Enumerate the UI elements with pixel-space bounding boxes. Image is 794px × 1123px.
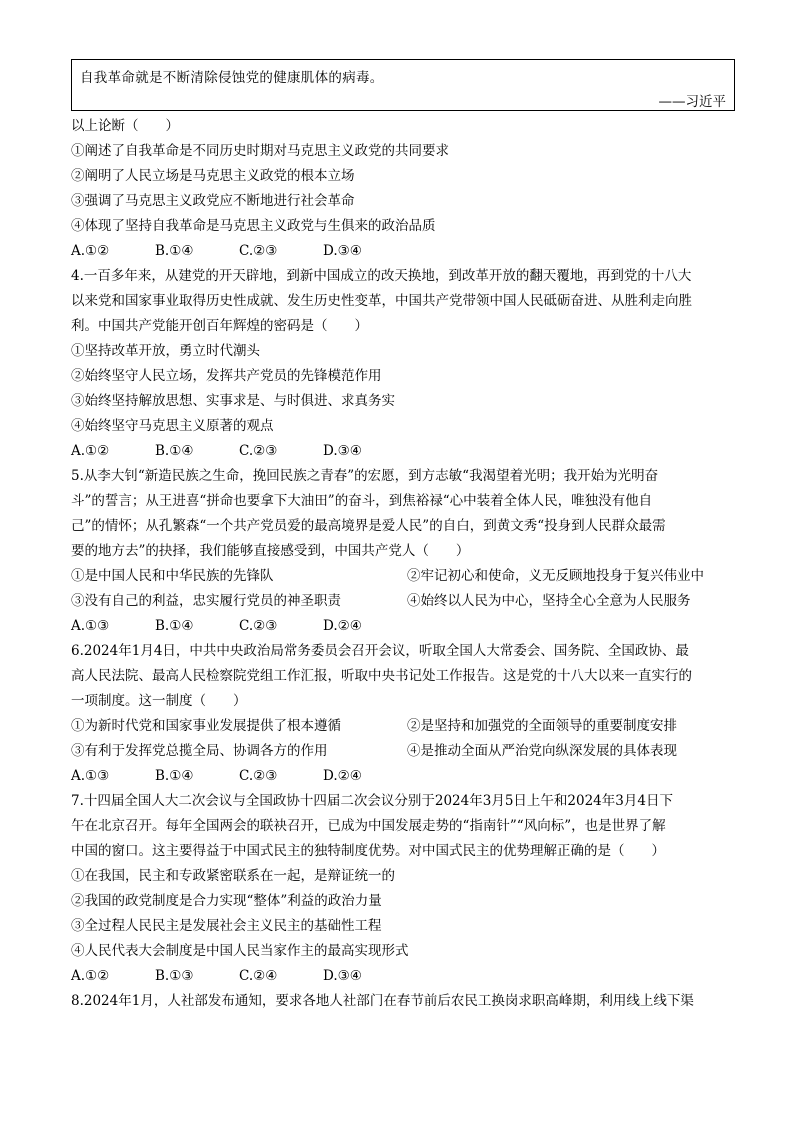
option: ④人民代表大会制度是中国人民当家作主的最高实现形式 bbox=[71, 943, 409, 959]
choice-c: C.②③ bbox=[239, 243, 278, 259]
answer-choices bbox=[71, 239, 743, 264]
option: ④体现了坚持自我革命是马克思主义政党与生俱来的政治品质 bbox=[71, 218, 436, 234]
choice-a: A.①② bbox=[71, 243, 110, 259]
question-stem: 6.2024年1月4日，中共中央政治局常务委员会召开会议，听取全国人大常委会、国务院、全国政协、最 bbox=[71, 643, 689, 659]
option: ③全过程人民民主是发展社会主义民主的基础性工程 bbox=[71, 918, 382, 934]
choice-a: A.①③ bbox=[71, 618, 110, 634]
option-row bbox=[71, 589, 743, 614]
question-stem: 午在北京召开。每年全国两会的联袂召开，已成为中国发展走势的“指南针”“风向标”，也是世界了解 bbox=[71, 818, 666, 834]
quote-attribution: ——习近平 bbox=[658, 94, 726, 110]
option: ④始终坚守马克思主义原著的观点 bbox=[71, 418, 274, 434]
question-stem: 斗”的誓言；从王进喜“拼命也要拿下大油田”的奋斗，到焦裕禄“心中装着全体人民，唯独没有他自 bbox=[71, 493, 653, 509]
choice-d: D.③④ bbox=[323, 243, 362, 259]
questions bbox=[71, 114, 743, 1014]
question-stem: 利。中国共产党能开创百年辉煌的密码是（ ） bbox=[71, 318, 368, 334]
question-stem: 一项制度。这一制度（ ） bbox=[71, 693, 247, 709]
choice-d: D.②④ bbox=[323, 768, 362, 784]
choice-c: C.②④ bbox=[239, 968, 278, 984]
option: ①是中国人民和中华民族的先锋队 bbox=[71, 568, 274, 584]
option: ③始终坚持解放思想、实事求是、与时俱进、求真务实 bbox=[71, 393, 395, 409]
answer-choices bbox=[71, 439, 743, 464]
option-row bbox=[71, 714, 743, 739]
question-stem: 高人民法院、最高人民检察院党组工作汇报，听取中央书记处工作报告。这是党的十八大以来一直实行的 bbox=[71, 668, 692, 684]
choice-b: B.①④ bbox=[155, 443, 194, 459]
option: ②我国的政党制度是合力实现“整体”利益的政治力量 bbox=[71, 893, 382, 909]
question-stem: 中国的窗口。这主要得益于中国式民主的独特制度优势。对中国式民主的优势理解正确的是（ ） bbox=[71, 843, 665, 859]
question-stem: 己”的情怀；从孔繁森“一个共产党员爱的最高境界是爱人民”的自白，到黄文秀“投身到人民群众最需 bbox=[71, 518, 666, 534]
option: ③没有自己的利益，忠实履行党员的神圣职责 bbox=[71, 593, 341, 609]
question-stem: 要的地方去”的抉择，我们能够直接感受到，中国共产党人（ ） bbox=[71, 543, 470, 559]
question-stem: 以上论断（ ） bbox=[71, 118, 179, 134]
answer-choices bbox=[71, 964, 743, 989]
option: ①阐述了自我革命是不同历史时期对马克思主义政党的共同要求 bbox=[71, 143, 449, 159]
choice-a: A.①③ bbox=[71, 768, 110, 784]
option: ④始终以人民为中心，坚持全心全意为人民服务 bbox=[407, 593, 691, 609]
option: ④是推动全面从严治党向纵深发展的具体表现 bbox=[407, 743, 677, 759]
choice-b: B.①④ bbox=[155, 768, 194, 784]
option: ②牢记初心和使命，义无反顾地投身于复兴伟业中 bbox=[407, 568, 704, 584]
choice-d: D.③④ bbox=[323, 968, 362, 984]
option-row bbox=[71, 564, 743, 589]
answer-choices bbox=[71, 614, 743, 639]
choice-a: A.①② bbox=[71, 443, 110, 459]
choice-c: C.②③ bbox=[239, 443, 278, 459]
option: ②阐明了人民立场是马克思主义政党的根本立场 bbox=[71, 168, 355, 184]
question-stem: 7.十四届全国人大二次会议与全国政协十四届二次会议分别于2024年3月5日上午和2024年3月4日下 bbox=[71, 793, 673, 809]
option: ②是坚持和加强党的全面领导的重要制度安排 bbox=[407, 718, 677, 734]
question-stem: 8.2024年1月，人社部发布通知，要求各地人社部门在春节前后农民工换岗求职高峰期，利用线上线下渠 bbox=[71, 993, 694, 1009]
question-stem: 4.一百多年来，从建党的开天辟地，到新中国成立的改天换地，到改革开放的翻天覆地，再到党的十八大 bbox=[71, 268, 692, 284]
option: ③有利于发挥党总揽全局、协调各方的作用 bbox=[71, 743, 328, 759]
choice-b: B.①④ bbox=[155, 618, 194, 634]
choice-d: D.②④ bbox=[323, 618, 362, 634]
quote-text: 自我革命就是不断清除侵蚀党的健康肌体的病毒。 bbox=[80, 70, 384, 86]
option: ①坚持改革开放，勇立时代潮头 bbox=[71, 343, 260, 359]
option: ②始终坚守人民立场，发挥共产党员的先锋模范作用 bbox=[71, 368, 382, 384]
question-stem: 5.从李大钊“新造民族之生命，挽回民族之青春”的宏愿，到方志敏“我渴望着光明；我开始为光明奋 bbox=[71, 468, 659, 484]
quote-box bbox=[71, 59, 735, 111]
question-stem: 以来党和国家事业取得历史性成就、发生历史性变革，中国共产党带领中国人民砥砺奋进、从胜利走向胜 bbox=[71, 293, 692, 309]
option: ③强调了马克思主义政党应不断地进行社会革命 bbox=[71, 193, 355, 209]
option: ①为新时代党和国家事业发展提供了根本遵循 bbox=[71, 718, 341, 734]
option: ①在我国，民主和专政紧密联系在一起，是辩证统一的 bbox=[71, 868, 395, 884]
choice-b: B.①③ bbox=[155, 968, 194, 984]
choice-c: C.②③ bbox=[239, 618, 278, 634]
choice-c: C.②③ bbox=[239, 768, 278, 784]
choice-d: D.③④ bbox=[323, 443, 362, 459]
option-row bbox=[71, 739, 743, 764]
choice-a: A.①② bbox=[71, 968, 110, 984]
choice-b: B.①④ bbox=[155, 243, 194, 259]
answer-choices bbox=[71, 764, 743, 789]
